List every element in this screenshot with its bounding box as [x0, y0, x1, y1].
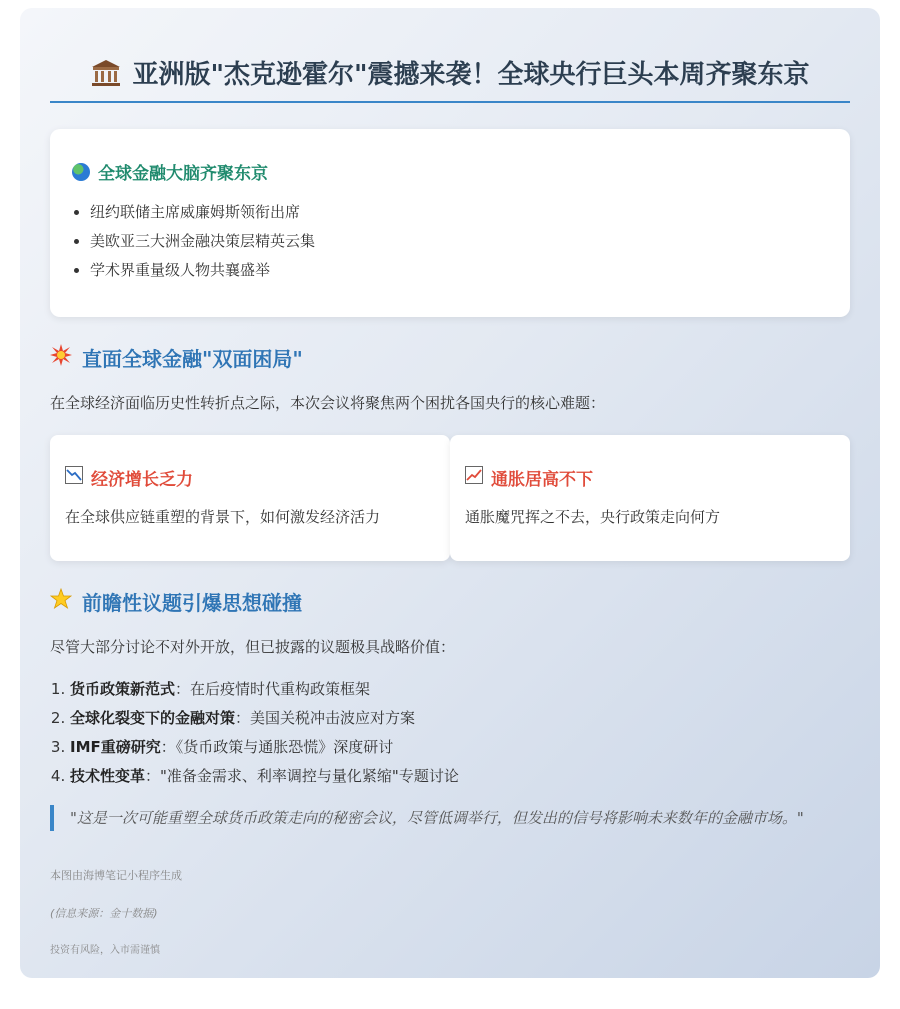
topics-heading	[50, 587, 850, 616]
dilemma-heading	[50, 343, 850, 372]
generated-note: 本图由海博笔记小程序生成	[50, 869, 182, 882]
topic-bold: 全球化裂变下的金融对策	[70, 709, 236, 727]
topics-list	[50, 675, 850, 791]
topics-heading-text: 前瞻性议题引爆思想碰撞	[82, 591, 302, 615]
list-item: • 美欧亚三大洲金融决策层精英云集	[90, 227, 828, 256]
inflation-card-title: 通胀居高不下	[491, 470, 593, 490]
glowing-star-icon	[50, 588, 72, 615]
dilemma-heading-text: 直面全球金融"双面困局"	[82, 347, 303, 371]
topic-text: ：在后疫情时代重构政策框架	[175, 680, 371, 698]
inflation-card-text: 通胀魔咒挥之不去，央行政策走向何方	[465, 508, 721, 526]
chart-increasing-icon	[465, 466, 483, 489]
topics-intro: 尽管大部分讨论不对外开放，但已披露的议题极具战略价值：	[50, 638, 456, 656]
dilemma-cards	[50, 435, 850, 561]
topic-bold: IMF重磅研究	[70, 738, 161, 756]
risk-note: 投资有风险，入市需谨慎	[50, 945, 160, 956]
title-bar	[50, 54, 850, 103]
list-item	[70, 733, 850, 762]
collision-icon	[50, 344, 72, 371]
source-note: (信息来源：金十数据)	[50, 907, 158, 920]
page-title	[90, 54, 809, 91]
growth-card-text: 在全球供应链重塑的背景下，如何激发经济活力	[65, 508, 381, 526]
bank-icon	[90, 57, 122, 88]
chart-decreasing-icon	[65, 466, 83, 489]
topic-text: ："准备金需求、利率调控与量化紧缩"专题讨论	[145, 767, 459, 785]
leaders-list	[72, 198, 828, 285]
leaders-box	[50, 129, 850, 317]
topic-bold: 货币政策新范式	[70, 680, 176, 698]
growth-card-title: 经济增长乏力	[91, 470, 193, 490]
leaders-heading	[72, 159, 828, 184]
globe-icon	[72, 163, 90, 181]
page-title-text: 亚洲版"杰克逊霍尔"震撼来袭！全球央行巨头本周齐聚东京	[132, 60, 810, 90]
dilemma-intro: 在全球经济面临历史性转折点之际，本次会议将聚焦两个困扰各国央行的核心难题：	[50, 394, 606, 412]
list-item: • 学术界重量级人物共襄盛举	[90, 256, 828, 285]
article-card	[20, 8, 880, 978]
leaders-heading-text: 全球金融大脑齐聚东京	[98, 164, 268, 184]
growth-card	[50, 435, 450, 561]
topic-text: ：《货币政策与通胀恐慌》深度研讨	[160, 738, 394, 756]
inflation-card	[450, 435, 850, 561]
growth-card-heading	[65, 465, 435, 490]
quote-block: "这是一次可能重塑全球货币政策走向的秘密会议，尽管低调举行，但发出的信号将影响未来数年的金融市场。"	[50, 805, 850, 831]
list-item	[70, 704, 850, 733]
topic-bold: 技术性变革	[70, 767, 146, 785]
list-item	[70, 762, 850, 791]
inflation-card-heading	[465, 465, 835, 490]
list-item: • 纽约联储主席威廉姆斯领衔出席	[90, 198, 828, 227]
list-item	[70, 675, 850, 704]
topic-text: ：美国关税冲击波应对方案	[235, 709, 416, 727]
